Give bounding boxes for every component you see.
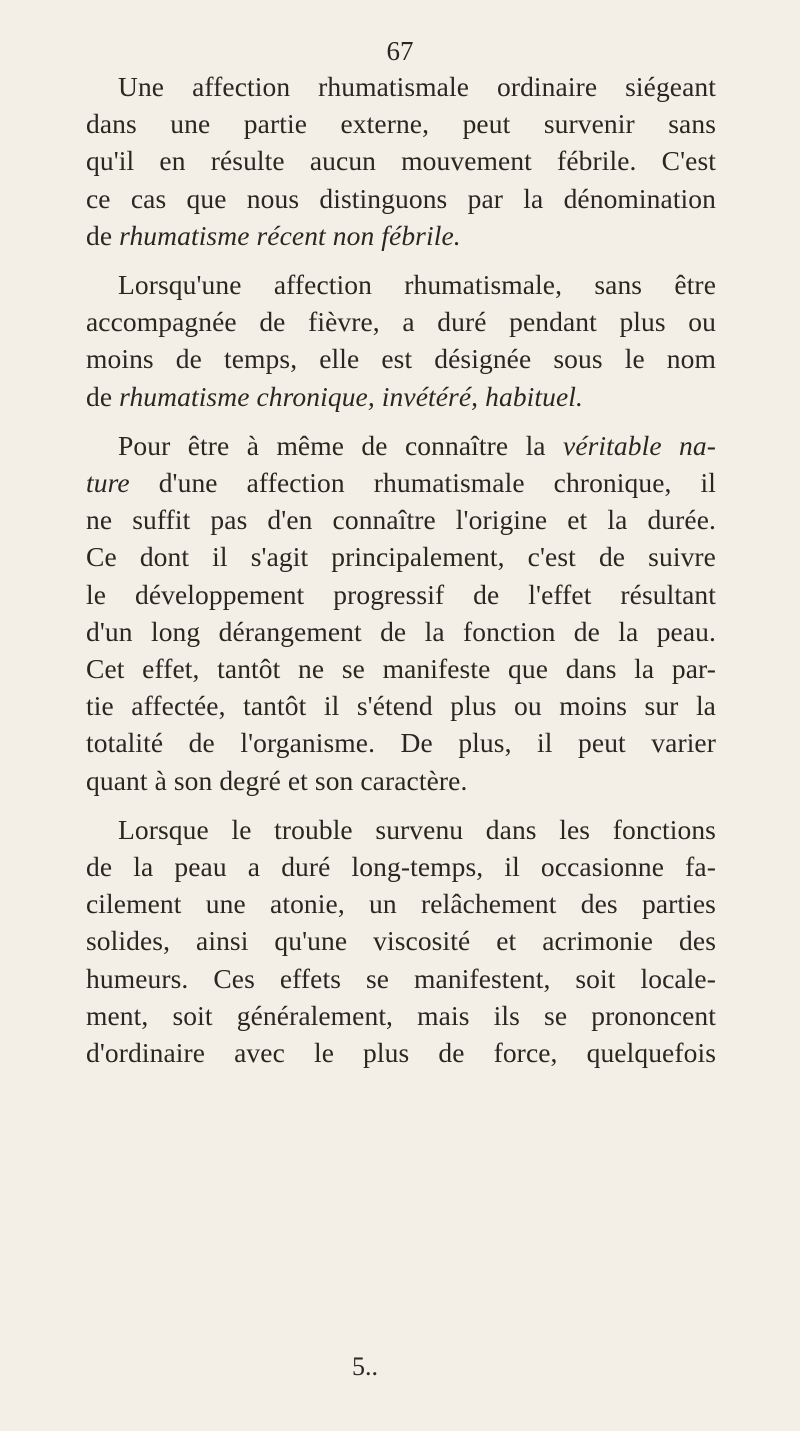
italic-term: véritable na- <box>563 429 717 461</box>
text-line <box>86 650 716 687</box>
text-run: qu'il en résulte aucun mouvement fébrile. C'est <box>86 145 716 177</box>
text-run: ne suffit pas d'en connaître l'origine et la durée. <box>86 504 716 536</box>
italic-term: rhumatisme chronique, invétéré, habituel. <box>119 380 584 412</box>
text-run: de <box>86 219 120 251</box>
italic-term: ture <box>86 467 130 499</box>
paragraph <box>86 68 716 254</box>
text-line <box>86 105 716 142</box>
text-run: quant à son degré et son caractère. <box>86 764 468 796</box>
text-run: de <box>86 380 120 412</box>
text-line <box>86 613 716 650</box>
text-line <box>86 538 716 575</box>
signature-mark: 5.. <box>352 1352 378 1381</box>
text-run: Ce dont il s'agit principalement, c'est de suivre <box>86 541 716 573</box>
text-run: de la peau a duré long-temps, il occasionne fa- <box>86 851 716 883</box>
text-line <box>86 885 716 922</box>
paragraph <box>86 427 716 799</box>
text-run: Cet effet, tantôt ne se manifeste que dans la par- <box>86 653 716 685</box>
body-text <box>86 68 716 1071</box>
paragraph <box>86 811 716 1071</box>
text-run: tie affectée, tantôt il s'étend plus ou moins sur la <box>86 690 716 722</box>
text-line <box>86 427 716 464</box>
text-line <box>86 303 716 340</box>
text-run: accompagnée de fièvre, a duré pendant plus ou <box>86 306 716 338</box>
text-line <box>86 687 716 724</box>
text-run: Lorsque le trouble survenu dans les fonctions <box>118 813 716 845</box>
text-run: Pour être à même de connaître la <box>118 429 564 461</box>
text-run: solides, ainsi qu'une viscosité et acrimonie des <box>86 925 716 957</box>
italic-term: rhumatisme récent non fébrile. <box>119 219 461 251</box>
text-line <box>86 266 716 303</box>
text-run: ce cas que nous distinguons par la dénomination <box>86 182 716 214</box>
text-line <box>86 142 716 179</box>
text-line <box>86 922 716 959</box>
text-line <box>86 960 716 997</box>
page-number: 67 <box>386 36 414 66</box>
text-run: humeurs. Ces effets se manifestent, soit locale- <box>86 962 716 994</box>
text-run: Une affection rhumatismale ordinaire siégeant <box>118 71 716 102</box>
text-line <box>86 217 716 254</box>
text-line <box>86 340 716 377</box>
text-run: totalité de l'organisme. De plus, il peut varier <box>86 727 716 759</box>
text-run: d'une affection rhumatismale chronique, il <box>129 467 716 499</box>
text-run: le développement progressif de l'effet résultant <box>86 578 716 610</box>
text-line <box>86 724 716 761</box>
text-run: cilement une atonie, un relâchement des parties <box>86 888 716 920</box>
text-run: ment, soit généralement, mais ils se prononcent <box>86 999 716 1031</box>
text-line <box>86 180 716 217</box>
text-run: moins de temps, elle est désignée sous le nom <box>86 343 716 375</box>
text-line <box>86 997 716 1034</box>
paragraph <box>86 266 716 415</box>
paragraph-gap <box>86 415 716 427</box>
text-run: d'ordinaire avec le plus de force, quelquefois <box>86 1037 716 1069</box>
text-line <box>86 762 716 799</box>
text-line <box>86 576 716 613</box>
text-run: Lorsqu'une affection rhumatismale, sans être <box>118 269 716 301</box>
text-run: d'un long dérangement de la fonction de la peau. <box>86 615 716 647</box>
text-line <box>86 378 716 415</box>
text-line <box>86 811 716 848</box>
text-line <box>86 68 716 105</box>
paragraph-gap <box>86 799 716 811</box>
text-run: dans une partie externe, peut survenir sans <box>86 108 716 140</box>
text-line <box>86 1034 716 1071</box>
text-line <box>86 848 716 885</box>
text-line <box>86 464 716 501</box>
text-line <box>86 501 716 538</box>
paragraph-gap <box>86 254 716 266</box>
